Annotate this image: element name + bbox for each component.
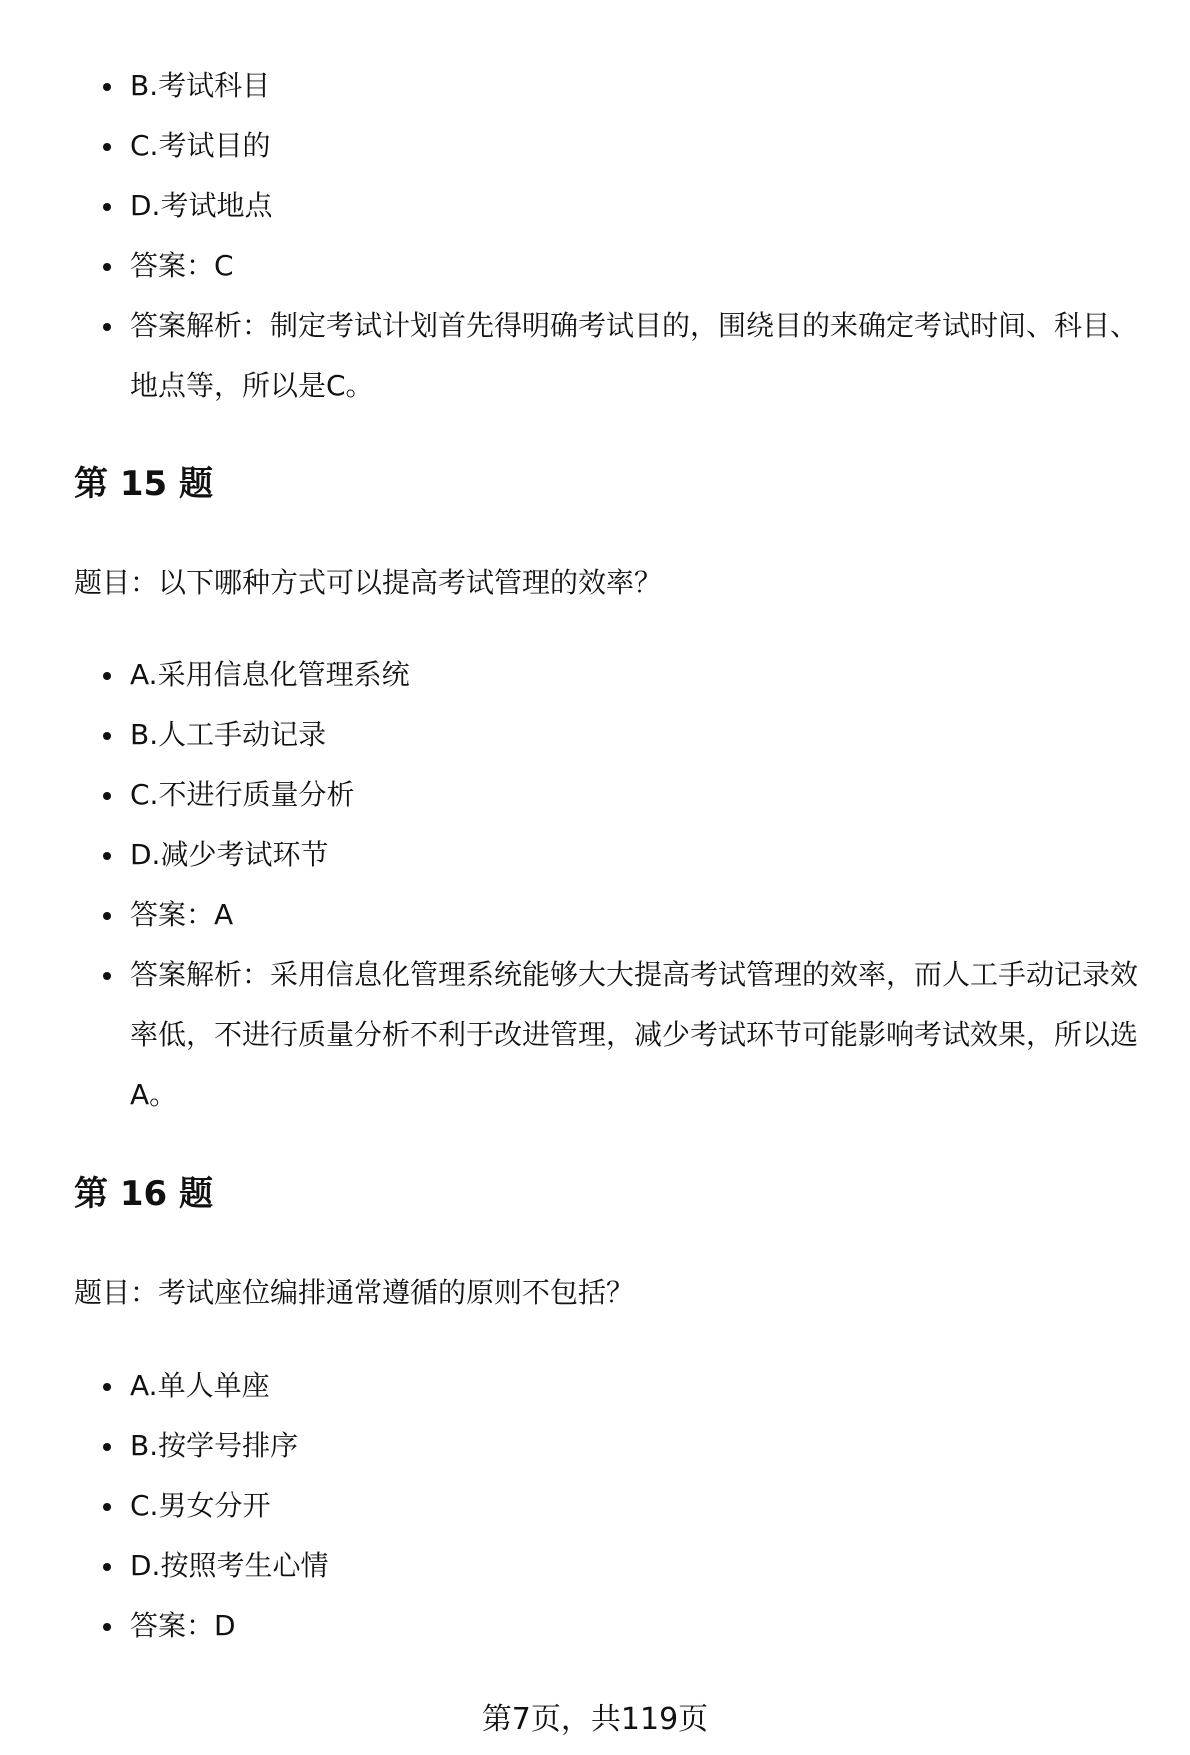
q16-question: 题目：考试座位编排通常遵循的原则不包括？ bbox=[74, 1276, 635, 1309]
page-number-footer: 第7页，共119页 bbox=[481, 1702, 709, 1737]
q15-explanation bbox=[0, 945, 1190, 1125]
q16-option-d: D.按照考生心情 bbox=[0, 1536, 1190, 1596]
q15-answer: 答案：A bbox=[0, 885, 1190, 945]
q15-option-c: C.不进行质量分析 bbox=[0, 765, 1190, 825]
q15-option-b: B.人工手动记录 bbox=[0, 705, 1190, 765]
q14-explanation bbox=[0, 296, 1190, 416]
q15-question: 题目：以下哪种方式可以提高考试管理的效率？ bbox=[74, 566, 663, 599]
q14-option-d: D.考试地点 bbox=[0, 176, 1190, 236]
q14-option-b: B.考试科目 bbox=[0, 56, 1190, 116]
q15-option-d: D.减少考试环节 bbox=[0, 825, 1190, 885]
q14-answer: 答案：C bbox=[0, 236, 1190, 296]
q15-option-list bbox=[0, 645, 1190, 1125]
q16-option-list bbox=[0, 1356, 1190, 1656]
q14-option-list bbox=[0, 56, 1190, 416]
q16-answer: 答案：D bbox=[0, 1596, 1190, 1656]
q16-option-a: A.单人单座 bbox=[0, 1356, 1190, 1416]
q14-option-c: C.考试目的 bbox=[0, 116, 1190, 176]
q16-option-b: B.按学号排序 bbox=[0, 1416, 1190, 1476]
q15-option-a: A.采用信息化管理系统 bbox=[0, 645, 1190, 705]
q16-heading: 第 16 题 bbox=[74, 1174, 213, 1214]
q16-option-c: C.男女分开 bbox=[0, 1476, 1190, 1536]
q15-explanation-text: 答案解析：采用信息化管理系统能够大大提高考试管理的效率，而人工手动记录效率低，不进行质量分析不利于改进管理，减少考试环节可能影响考试效果，所以选A。 bbox=[130, 958, 1139, 1111]
q15-heading: 第 15 题 bbox=[74, 464, 213, 504]
q14-explanation-text: 答案解析：制定考试计划首先得明确考试目的，围绕目的来确定考试时间、科目、地点等，所以是C。 bbox=[130, 309, 1139, 402]
